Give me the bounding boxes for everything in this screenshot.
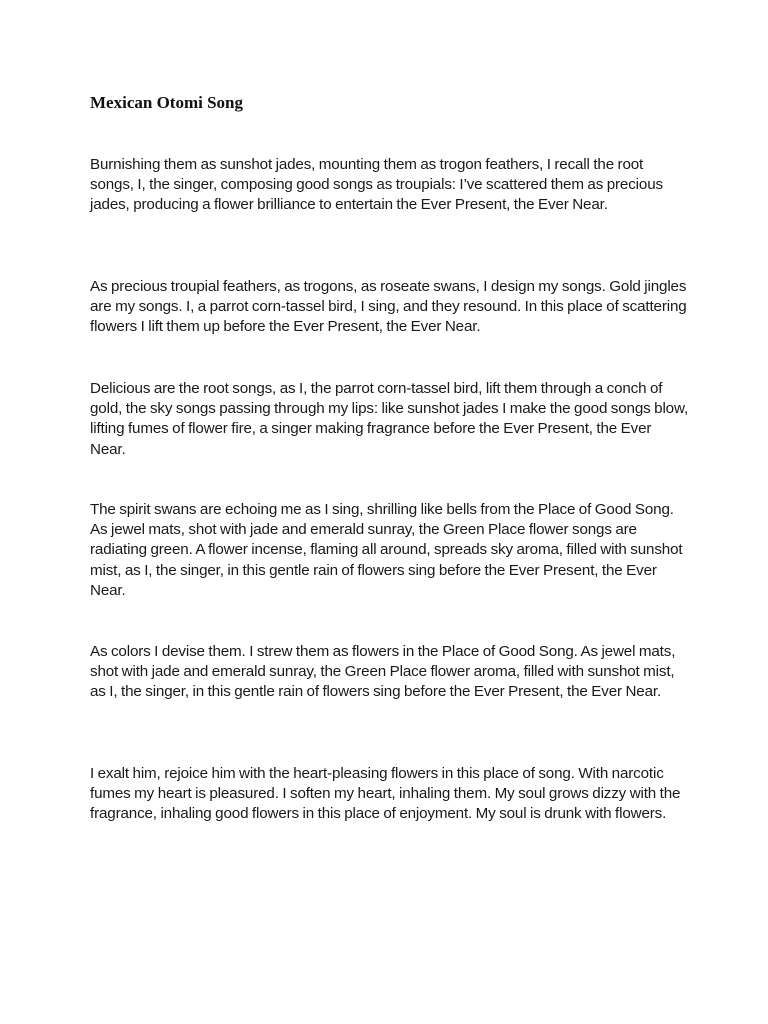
paragraph-4: The spirit swans are echoing me as I sing, shrilling like bells from the Place of Good Song. As jewel mats, shot with jade and emerald sunray, the Green Place flower songs are radiating green. A flower incense, flaming all around, spreads sky aroma, filled with sunshot mist, as I, the singer, in this gentle rain of flowers sing before the Ever Present, the Ever Near. xyxy=(90,501,683,599)
paragraph-3: Delicious are the root songs, as I, the parrot corn-tassel bird, lift them through a conch of gold, the sky songs passing through my lips: like sunshot jades I make the good songs blow, lifting fumes of flower fire, a singer making fragrance before the Ever Present, the Ever Near. xyxy=(90,380,689,458)
paragraph-1: Burnishing them as sunshot jades, mounting them as trogon feathers, I recall the root songs, I, the singer, composing good songs as troupials: I’ve scattered them as precious jades, producing a flower brilliance to entertain the Ever Present, the Ever Near. xyxy=(90,156,663,214)
paragraph-5: As colors I devise them. I strew them as flowers in the Place of Good Song. As jewel mats, shot with jade and emerald sunray, the Green Place flower aroma, filled with sunshot mist, as I, the singer, in this gentle rain of flowers sing before the Ever Present, the Ever Near. xyxy=(90,643,676,701)
paragraph-6: I exalt him, rejoice him with the heart-pleasing flowers in this place of song. With narcotic fumes my heart is pleasured. I soften my heart, inhaling them. My soul grows dizzy with the fragrance, inhaling good flowers in this place of enjoyment. My soul is drunk with flowers. xyxy=(90,765,681,823)
document-title: Mexican Otomi Song xyxy=(90,93,243,112)
paragraph-2: As precious troupial feathers, as trogons, as roseate swans, I design my songs. Gold jingles are my songs. I, a parrot corn-tassel bird, I sing, and they resound. In this place of scattering flowers I lift them up before the Ever Present, the Ever Near. xyxy=(90,278,687,336)
